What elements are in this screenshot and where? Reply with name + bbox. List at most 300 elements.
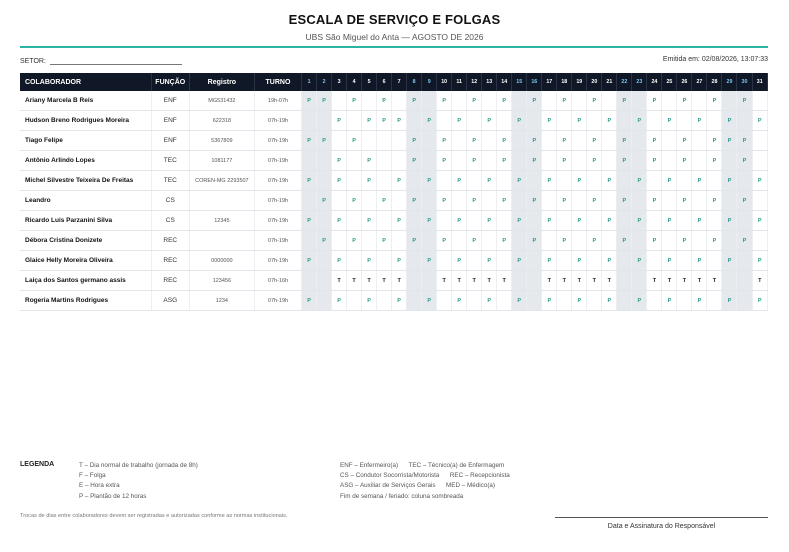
day-cell[interactable] [452,91,467,111]
day-cell[interactable] [572,91,587,111]
day-cell[interactable]: P [542,211,557,231]
day-cell[interactable]: P [407,91,422,111]
day-cell[interactable]: P [617,91,632,111]
day-cell[interactable]: T [377,271,392,291]
day-cell[interactable]: P [422,111,437,131]
day-cell[interactable] [542,91,557,111]
day-cell[interactable]: P [317,231,332,251]
day-cell[interactable]: P [752,251,768,271]
day-cell[interactable]: P [407,151,422,171]
day-cell[interactable]: P [722,171,737,191]
day-cell[interactable] [452,191,467,211]
day-cell[interactable]: T [572,271,587,291]
day-cell[interactable] [347,111,362,131]
day-cell[interactable] [632,91,647,111]
day-cell[interactable] [572,231,587,251]
day-cell[interactable]: P [527,131,542,151]
day-cell[interactable]: T [452,271,467,291]
day-cell[interactable]: P [392,211,407,231]
day-cell[interactable] [572,191,587,211]
day-cell[interactable] [737,291,752,311]
day-cell[interactable] [647,291,662,311]
day-cell[interactable]: P [497,231,512,251]
day-cell[interactable]: P [677,231,692,251]
day-cell[interactable]: P [752,171,768,191]
day-cell[interactable]: P [467,151,482,171]
day-cell[interactable]: P [527,151,542,171]
day-cell[interactable] [542,131,557,151]
day-cell[interactable]: P [482,171,497,191]
day-cell[interactable]: P [302,211,317,231]
day-cell[interactable]: P [542,291,557,311]
day-cell[interactable]: P [602,251,617,271]
day-cell[interactable]: P [497,91,512,111]
day-cell[interactable] [482,131,497,151]
day-cell[interactable] [497,251,512,271]
day-cell[interactable]: P [587,151,602,171]
day-cell[interactable]: P [422,211,437,231]
day-cell[interactable]: P [302,91,317,111]
day-cell[interactable]: P [512,291,527,311]
day-cell[interactable]: P [437,191,452,211]
day-cell[interactable]: P [512,171,527,191]
day-cell[interactable]: P [437,151,452,171]
day-cell[interactable] [587,171,602,191]
day-cell[interactable] [452,131,467,151]
day-cell[interactable]: P [317,191,332,211]
day-cell[interactable] [647,171,662,191]
day-cell[interactable]: P [737,231,752,251]
day-cell[interactable] [527,171,542,191]
day-cell[interactable] [722,191,737,211]
day-cell[interactable] [542,191,557,211]
day-cell[interactable] [647,211,662,231]
day-cell[interactable]: P [332,211,347,231]
day-cell[interactable] [407,251,422,271]
day-cell[interactable]: T [752,271,768,291]
day-cell[interactable]: P [632,171,647,191]
day-cell[interactable]: T [437,271,452,291]
day-cell[interactable]: P [572,211,587,231]
day-cell[interactable] [317,291,332,311]
day-cell[interactable]: P [587,191,602,211]
day-cell[interactable] [497,171,512,191]
day-cell[interactable]: P [437,231,452,251]
day-cell[interactable] [527,111,542,131]
day-cell[interactable] [707,291,722,311]
day-cell[interactable] [677,171,692,191]
day-cell[interactable] [512,271,527,291]
day-cell[interactable]: T [332,271,347,291]
day-cell[interactable] [317,111,332,131]
day-cell[interactable] [647,111,662,131]
day-cell[interactable] [407,171,422,191]
day-cell[interactable] [317,251,332,271]
day-cell[interactable] [407,211,422,231]
day-cell[interactable] [407,111,422,131]
day-cell[interactable]: P [347,131,362,151]
day-cell[interactable]: P [647,191,662,211]
day-cell[interactable] [512,131,527,151]
day-cell[interactable] [662,91,677,111]
day-cell[interactable]: P [542,171,557,191]
day-cell[interactable] [437,111,452,131]
day-cell[interactable]: P [722,111,737,131]
day-cell[interactable]: P [707,91,722,111]
day-cell[interactable] [437,171,452,191]
day-cell[interactable] [392,131,407,151]
day-cell[interactable] [692,151,707,171]
day-cell[interactable] [362,91,377,111]
day-cell[interactable]: P [497,131,512,151]
day-cell[interactable]: P [332,151,347,171]
day-cell[interactable]: P [377,191,392,211]
day-cell[interactable]: P [557,131,572,151]
day-cell[interactable] [617,271,632,291]
day-cell[interactable]: P [752,211,768,231]
day-cell[interactable]: T [542,271,557,291]
day-cell[interactable]: P [752,291,768,311]
day-cell[interactable] [512,191,527,211]
day-cell[interactable]: P [467,91,482,111]
day-cell[interactable]: T [602,271,617,291]
day-cell[interactable] [737,271,752,291]
day-cell[interactable]: P [527,231,542,251]
day-cell[interactable] [632,231,647,251]
day-cell[interactable] [707,171,722,191]
day-cell[interactable] [557,111,572,131]
day-cell[interactable] [722,231,737,251]
day-cell[interactable]: P [422,291,437,311]
day-cell[interactable]: P [467,231,482,251]
day-cell[interactable]: P [437,91,452,111]
day-cell[interactable] [392,91,407,111]
day-cell[interactable] [722,151,737,171]
day-cell[interactable]: P [452,251,467,271]
day-cell[interactable]: P [737,91,752,111]
day-cell[interactable]: P [362,211,377,231]
day-cell[interactable]: P [647,131,662,151]
day-cell[interactable] [317,271,332,291]
day-cell[interactable]: P [452,291,467,311]
day-cell[interactable] [467,211,482,231]
day-cell[interactable]: P [587,131,602,151]
day-cell[interactable] [527,251,542,271]
day-cell[interactable] [647,251,662,271]
day-cell[interactable]: P [692,291,707,311]
day-cell[interactable] [692,131,707,151]
day-cell[interactable]: P [587,231,602,251]
day-cell[interactable] [422,91,437,111]
day-cell[interactable] [332,191,347,211]
day-cell[interactable] [497,211,512,231]
day-cell[interactable]: T [647,271,662,291]
day-cell[interactable]: P [602,111,617,131]
day-cell[interactable] [302,191,317,211]
day-cell[interactable]: P [392,171,407,191]
day-cell[interactable] [602,191,617,211]
day-cell[interactable]: P [512,211,527,231]
day-cell[interactable]: T [557,271,572,291]
day-cell[interactable] [632,151,647,171]
day-cell[interactable] [392,191,407,211]
day-cell[interactable] [467,171,482,191]
day-cell[interactable] [617,211,632,231]
day-cell[interactable]: P [512,251,527,271]
day-cell[interactable] [572,151,587,171]
day-cell[interactable] [422,191,437,211]
day-cell[interactable]: P [617,231,632,251]
day-cell[interactable]: P [662,211,677,231]
day-cell[interactable]: T [362,271,377,291]
day-cell[interactable]: P [482,291,497,311]
day-cell[interactable]: T [497,271,512,291]
day-cell[interactable]: P [422,251,437,271]
day-cell[interactable] [347,211,362,231]
day-cell[interactable]: P [377,111,392,131]
day-cell[interactable]: P [557,191,572,211]
day-cell[interactable] [437,291,452,311]
day-cell[interactable] [692,191,707,211]
day-cell[interactable] [407,291,422,311]
day-cell[interactable] [362,231,377,251]
day-cell[interactable] [317,151,332,171]
day-cell[interactable]: P [677,151,692,171]
day-cell[interactable] [452,151,467,171]
day-cell[interactable]: P [347,191,362,211]
day-cell[interactable]: P [737,151,752,171]
day-cell[interactable] [557,291,572,311]
day-cell[interactable]: T [467,271,482,291]
day-cell[interactable] [587,251,602,271]
day-cell[interactable] [557,211,572,231]
day-cell[interactable]: T [677,271,692,291]
day-cell[interactable] [377,291,392,311]
day-cell[interactable]: T [707,271,722,291]
day-cell[interactable] [317,211,332,231]
day-cell[interactable]: P [317,91,332,111]
day-cell[interactable]: P [362,171,377,191]
day-cell[interactable] [512,91,527,111]
day-cell[interactable]: P [662,111,677,131]
day-cell[interactable] [467,111,482,131]
day-cell[interactable] [662,191,677,211]
day-cell[interactable] [512,231,527,251]
day-cell[interactable]: P [332,171,347,191]
day-cell[interactable]: P [377,91,392,111]
day-cell[interactable]: P [692,211,707,231]
day-cell[interactable]: T [482,271,497,291]
day-cell[interactable]: P [722,251,737,271]
day-cell[interactable] [692,91,707,111]
day-cell[interactable] [497,291,512,311]
day-cell[interactable]: P [617,191,632,211]
day-cell[interactable]: P [722,211,737,231]
day-cell[interactable]: P [482,211,497,231]
day-cell[interactable]: P [392,111,407,131]
day-cell[interactable] [602,91,617,111]
day-cell[interactable]: P [332,251,347,271]
day-cell[interactable] [752,131,768,151]
day-cell[interactable]: P [482,111,497,131]
day-cell[interactable] [677,211,692,231]
day-cell[interactable]: P [452,111,467,131]
day-cell[interactable]: P [557,231,572,251]
day-cell[interactable] [482,231,497,251]
day-cell[interactable] [542,231,557,251]
day-cell[interactable] [677,251,692,271]
day-cell[interactable] [602,131,617,151]
day-cell[interactable]: P [362,291,377,311]
day-cell[interactable] [617,291,632,311]
day-cell[interactable] [362,131,377,151]
day-cell[interactable]: P [542,111,557,131]
day-cell[interactable] [302,151,317,171]
day-cell[interactable]: P [632,211,647,231]
day-cell[interactable] [617,171,632,191]
day-cell[interactable] [332,231,347,251]
day-cell[interactable] [752,231,768,251]
day-cell[interactable]: P [482,251,497,271]
day-cell[interactable] [452,231,467,251]
day-cell[interactable]: P [527,91,542,111]
day-cell[interactable]: P [662,171,677,191]
day-cell[interactable]: P [677,91,692,111]
day-cell[interactable]: P [707,231,722,251]
day-cell[interactable] [527,211,542,231]
day-cell[interactable]: P [602,291,617,311]
day-cell[interactable]: T [662,271,677,291]
day-cell[interactable]: T [692,271,707,291]
day-cell[interactable]: P [572,111,587,131]
day-cell[interactable]: P [332,111,347,131]
day-cell[interactable]: P [557,91,572,111]
day-cell[interactable] [527,291,542,311]
day-cell[interactable] [392,231,407,251]
day-cell[interactable]: P [527,191,542,211]
day-cell[interactable]: P [647,231,662,251]
day-cell[interactable]: T [347,271,362,291]
day-cell[interactable]: P [587,91,602,111]
day-cell[interactable]: P [617,131,632,151]
day-cell[interactable] [617,251,632,271]
day-cell[interactable] [422,151,437,171]
day-cell[interactable]: P [347,91,362,111]
day-cell[interactable]: P [392,251,407,271]
day-cell[interactable]: P [317,131,332,151]
day-cell[interactable] [722,91,737,111]
day-cell[interactable] [707,111,722,131]
day-cell[interactable] [707,251,722,271]
day-cell[interactable]: P [692,251,707,271]
day-cell[interactable] [512,151,527,171]
day-cell[interactable] [752,191,768,211]
day-cell[interactable] [347,171,362,191]
day-cell[interactable] [737,111,752,131]
day-cell[interactable] [632,271,647,291]
day-cell[interactable]: P [467,131,482,151]
day-cell[interactable] [662,231,677,251]
day-cell[interactable]: P [377,231,392,251]
day-cell[interactable] [677,111,692,131]
day-cell[interactable] [587,291,602,311]
day-cell[interactable]: P [497,191,512,211]
day-cell[interactable] [347,151,362,171]
day-cell[interactable] [482,191,497,211]
day-cell[interactable]: P [437,131,452,151]
day-cell[interactable] [302,271,317,291]
day-cell[interactable]: P [302,171,317,191]
day-cell[interactable] [302,231,317,251]
day-cell[interactable]: P [617,151,632,171]
day-cell[interactable]: P [302,251,317,271]
day-cell[interactable]: P [737,131,752,151]
day-cell[interactable]: P [572,251,587,271]
day-cell[interactable]: P [602,171,617,191]
day-cell[interactable] [362,191,377,211]
day-cell[interactable]: P [677,191,692,211]
day-cell[interactable]: P [707,131,722,151]
day-cell[interactable]: P [362,151,377,171]
day-cell[interactable] [422,131,437,151]
day-cell[interactable]: T [392,271,407,291]
day-cell[interactable] [722,271,737,291]
day-cell[interactable]: P [662,251,677,271]
day-cell[interactable] [347,291,362,311]
day-cell[interactable] [302,111,317,131]
day-cell[interactable] [557,251,572,271]
day-cell[interactable]: P [497,151,512,171]
day-cell[interactable] [662,131,677,151]
day-cell[interactable]: P [332,291,347,311]
day-cell[interactable] [467,291,482,311]
day-cell[interactable] [632,131,647,151]
day-cell[interactable] [587,111,602,131]
day-cell[interactable]: P [662,291,677,311]
day-cell[interactable] [377,211,392,231]
day-cell[interactable]: P [302,291,317,311]
day-cell[interactable] [467,251,482,271]
day-cell[interactable] [407,271,422,291]
day-cell[interactable] [692,231,707,251]
day-cell[interactable]: P [512,111,527,131]
day-cell[interactable]: P [632,111,647,131]
day-cell[interactable] [737,251,752,271]
day-cell[interactable] [677,291,692,311]
day-cell[interactable]: P [572,171,587,191]
day-cell[interactable]: P [407,131,422,151]
day-cell[interactable] [437,211,452,231]
day-cell[interactable] [377,151,392,171]
day-cell[interactable] [332,91,347,111]
day-cell[interactable]: P [722,131,737,151]
day-cell[interactable] [662,151,677,171]
day-cell[interactable]: P [347,231,362,251]
day-cell[interactable] [317,171,332,191]
day-cell[interactable]: P [647,151,662,171]
day-cell[interactable]: P [422,171,437,191]
day-cell[interactable] [557,171,572,191]
day-cell[interactable] [737,211,752,231]
day-cell[interactable] [632,191,647,211]
day-cell[interactable] [587,211,602,231]
day-cell[interactable]: P [362,251,377,271]
day-cell[interactable] [617,111,632,131]
day-cell[interactable] [707,211,722,231]
day-cell[interactable] [482,91,497,111]
day-cell[interactable] [602,151,617,171]
day-cell[interactable]: P [722,291,737,311]
